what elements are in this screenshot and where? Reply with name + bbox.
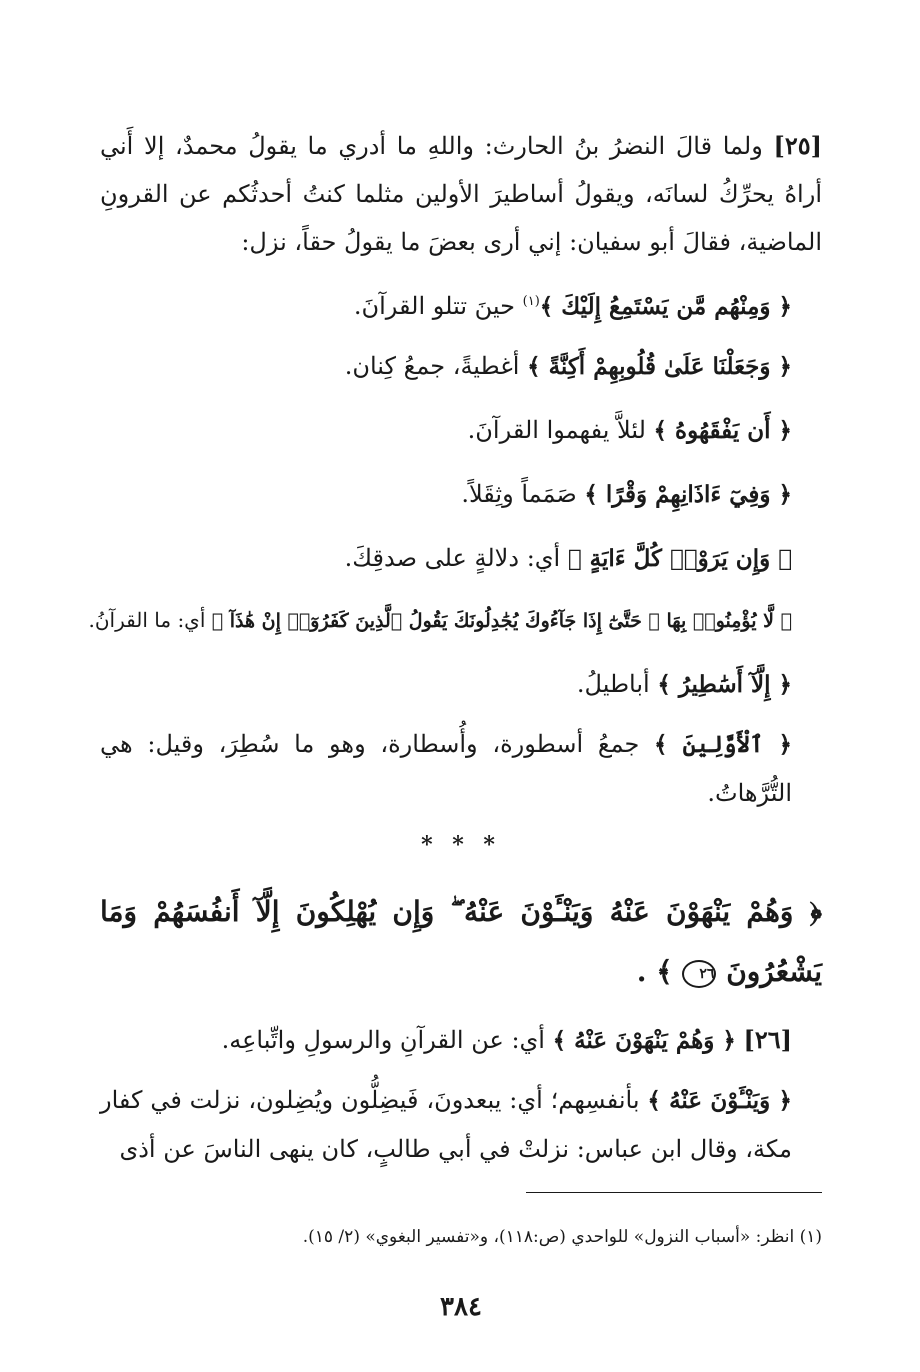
quran-phrase: ﴿ أَن يَفْقَهُوهُ ﴾: [653, 417, 792, 444]
page-number: ٣٨٤: [440, 1292, 482, 1322]
footnote: [100, 1222, 822, 1252]
gloss-text: أباطيلُ.: [576, 670, 658, 698]
paragraph-text: بأنفسِهم؛ أي: يبعدونَ، فَيضِلُّون ويُضِلون، نزلت في كفار مكة، وقال ابن عباس: نزلتْ في أبي طالبٍ، كان ينهى الناسَ عن أذى: [100, 1086, 792, 1163]
gloss-line-3: [100, 412, 822, 449]
paragraph-text: أي: عن القرآنِ والرسولِ واتِّباعِه.: [221, 1026, 553, 1054]
gloss-text: أغطيةً، جمعُ كِنان.: [344, 352, 528, 380]
quran-phrase: ﴿ وَيَنْـَٔوْنَ عَنْهُ ﴾: [647, 1087, 792, 1114]
quran-phrase: ﴿ وَجَعَلْنَا عَلَىٰ قُلُوبِهِمْ أَكِنَّةً ﴾: [527, 353, 792, 380]
quran-phrase: ﴿ إِلَّآ أَسَٰطِيرُ ﴾: [657, 671, 792, 698]
gloss-text: أي: دلالةٍ على صدقِكَ.: [344, 544, 568, 572]
quran-phrase: ﴿ وَإِن يَرَوْا۟ كُلَّ ءَايَةٍ ﴾: [567, 545, 792, 572]
section-separator: * * *: [421, 832, 501, 858]
gloss-line-6: [88, 602, 822, 639]
verse-text: ﴿ وَهُمْ يَنْهَوْنَ عَنْهُ وَيَنْـَٔوْنَ عَنْهُ ۖ وَإِن يُهْلِكُونَ إِلَّآ أَنفُسَهُمْ وَمَا يَشْعُرُونَ: [100, 895, 822, 988]
gloss-line-1: [100, 284, 822, 325]
paragraph-text: ولما قالَ النضرُ بنُ الحارث: واللهِ ما أدري ما يقولُ محمدٌ، إلا أَني أراهُ يحرِّكُ لسانَه، ويقولُ أساطيرَ الأولين مثلما كنتُ أحدثُكم عن القرونِ الماضية، فقالَ أبو سفيان: إني أرى بعضَ ما يقولُ حقاً، نزل:: [100, 132, 822, 256]
gloss-line-5: [100, 540, 822, 577]
footnote-marker: (١): [799, 1227, 822, 1247]
verse-number: [٢٦]: [743, 1025, 792, 1054]
footnote-divider: [526, 1192, 822, 1193]
quran-phrase: ﴿ وَمِنْهُم مَّن يَسْتَمِعُ إِلَيْكَ ﴾: [539, 293, 792, 320]
paragraph-26: [100, 1022, 822, 1059]
gloss-line-2: [100, 348, 822, 385]
footnote-ref: (١): [522, 294, 540, 309]
verse-closing-bracket: ﴾ .: [636, 955, 673, 988]
quran-phrase: ﴿ لَّا يُؤْمِنُوا۟ بِهَا ۚ حَتَّىٰٓ إِذَا جَآءُوكَ يُجَٰدِلُونَكَ يَقُولُ ٱلَّذِينَ كَفَرُوٓا۟ إِنْ هَٰذَآ ﴾: [211, 610, 792, 632]
gloss-text: حينَ تتلو القرآنَ.: [353, 292, 523, 320]
paragraph-text: جمعُ أسطورة، وأُسطارة، وهو ما سُطِرَ، وقيل: هي التُّرَّهاتُ.: [100, 730, 792, 807]
gloss-text: أي: ما القرآنُ.: [88, 608, 212, 632]
quran-phrase: ﴿ وَفِيٓ ءَاذَانِهِمْ وَقْرًا ﴾: [584, 481, 792, 508]
quran-phrase: ﴿ وَهُمْ يَنْهَوْنَ عَنْهُ ﴾: [552, 1027, 736, 1054]
gloss-line-7: [100, 666, 822, 703]
gloss-line-4: [100, 476, 822, 513]
verse-number: [٢٥]: [773, 131, 822, 160]
verse-26-text: [100, 882, 822, 1006]
paragraph-26b: [100, 1076, 822, 1186]
footnote-text: انظر: «أسباب النزول» للواحدي (ص:١١٨)، و«تفسير البغوي» (٢/ ١٥).: [302, 1227, 800, 1247]
quran-phrase: ﴿ ٱلْأَوَّلِينَ ﴾: [654, 731, 792, 758]
paragraph-25: [100, 122, 822, 272]
gloss-text: لئلاَّ يفهموا القرآنَ.: [467, 416, 654, 444]
paragraph-awwalin: [100, 720, 822, 820]
ayah-number-marker: ٢٦: [682, 960, 716, 988]
gloss-text: صَمَماً وثِقَلاً.: [461, 480, 585, 508]
